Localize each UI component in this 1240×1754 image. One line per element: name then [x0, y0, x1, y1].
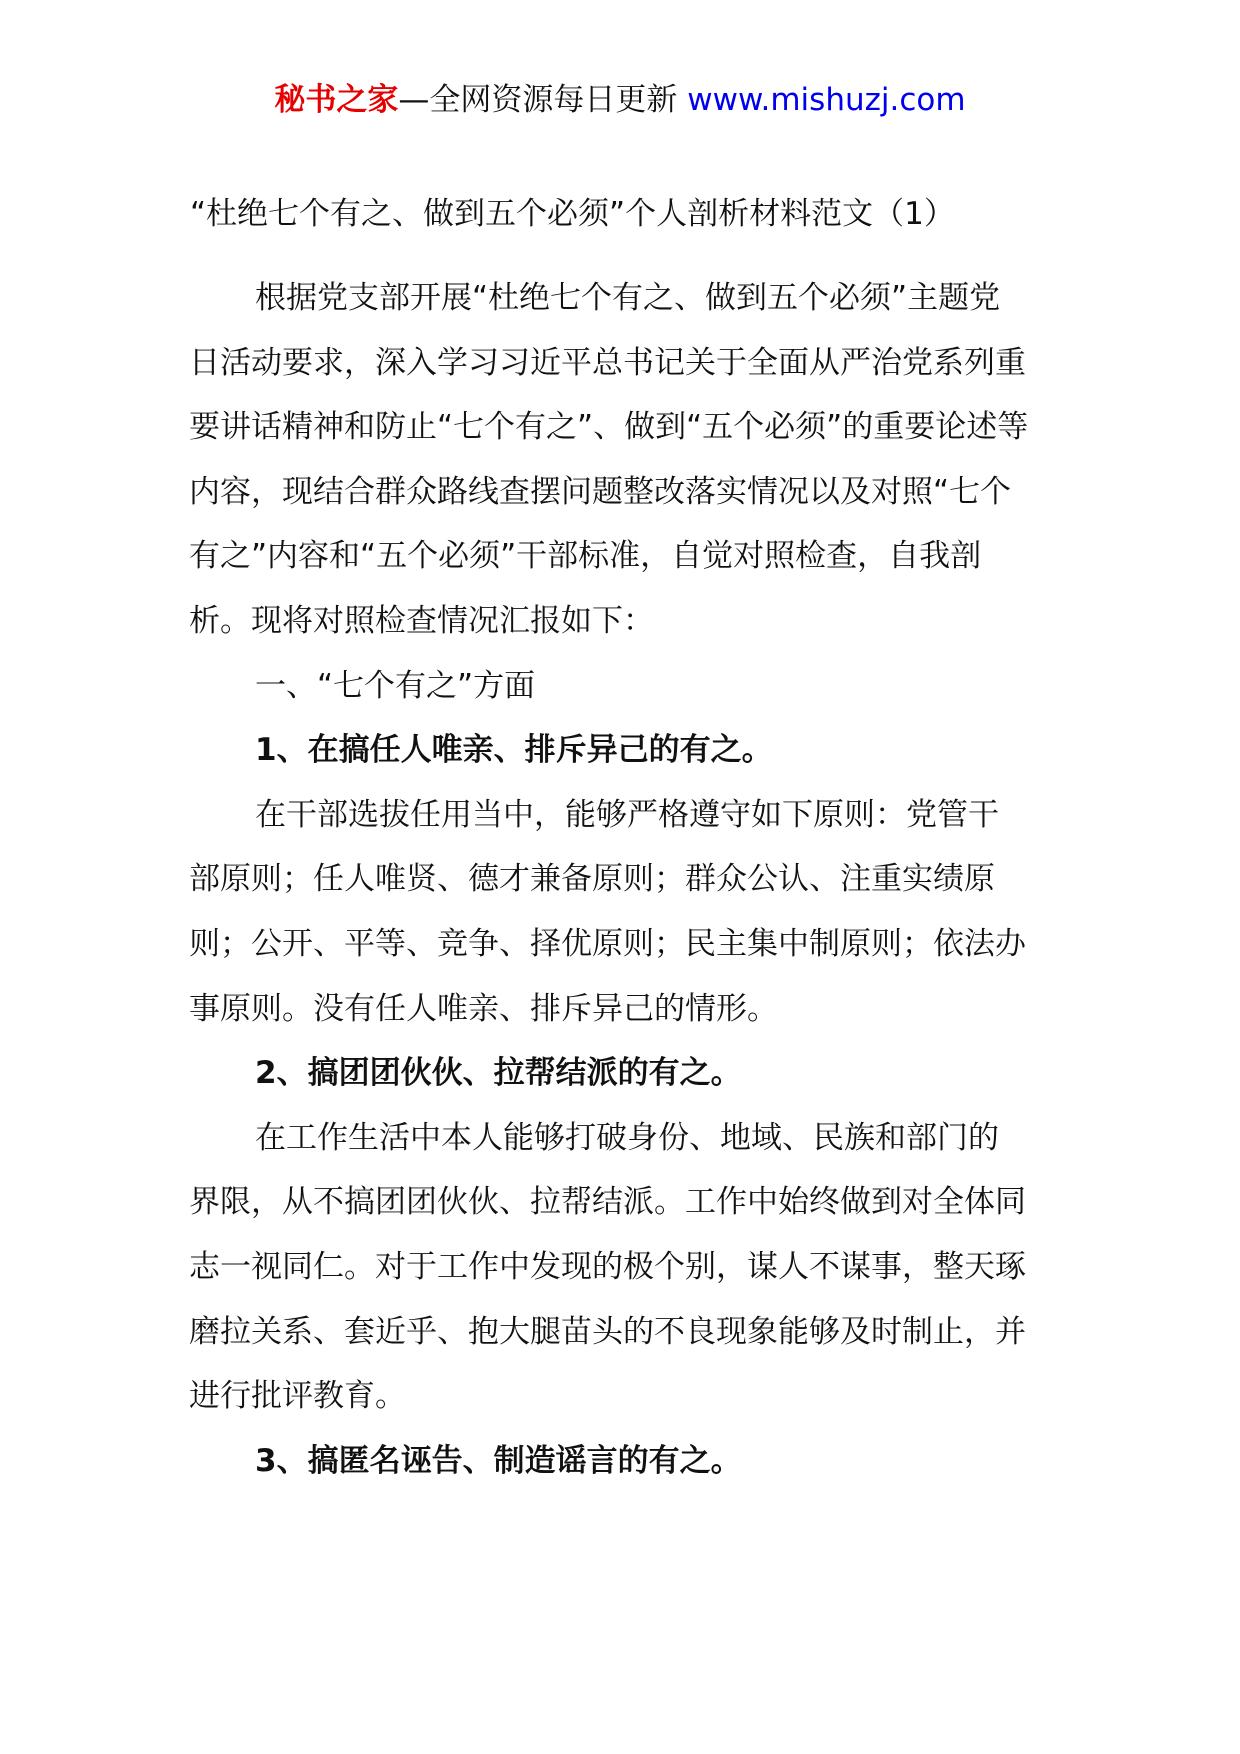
brand-name: 秘书之家	[274, 82, 399, 118]
document-title: “杜绝七个有之、做到五个必须”个人剖析材料范文（1）	[190, 196, 955, 232]
site-header	[0, 80, 1240, 120]
item-heading-1: 1、在搞任人唯亲、排斥异己的有之。	[255, 732, 773, 769]
site-url-link[interactable]: www.mishuzj.com	[687, 82, 966, 118]
item-heading-2: 2、搞团团伙伙、拉帮结派的有之。	[255, 1055, 742, 1092]
header-tagline: —全网资源每日更新	[398, 82, 678, 118]
document-body	[189, 266, 1029, 1493]
item-paragraph-1: 在干部选拔任用当中，能够严格遵守如下原则：党管干部原则；任人唯贤、德才兼备原则；群众公认、注重实绩原则；公开、平等、竞争、择优原则；民主集中制原则；依法办事原则。没有任人唯亲、排斥异己的情形。	[189, 796, 1026, 1027]
item-paragraph-2: 在工作生活中本人能够打破身份、地域、民族和部门的界限，从不搞团团伙伙、拉帮结派。工作中始终做到对全体同志一视同仁。对于工作中发现的极个别，谋人不谋事，整天琢磨拉关系、套近乎、抱大腿苗头的不良现象能够及时制止，并进行批评教育。	[189, 1119, 1026, 1415]
intro-paragraph: 根据党支部开展“杜绝七个有之、做到五个必须”主题党日活动要求，深入学习习近平总书记关于全面从严治党系列重要讲话精神和防止“七个有之”、做到“五个必须”的重要论述等内容，现结合群众路线查摆问题整改落实情况以及对照“七个有之”内容和“五个必须”干部标准，自觉对照检查，自我剖析。现将对照检查情况汇报如下：	[189, 280, 1029, 639]
section-heading-seven: 一、“七个有之”方面	[255, 667, 536, 704]
item-heading-3: 3、搞匿名诬告、制造谣言的有之。	[255, 1442, 742, 1479]
